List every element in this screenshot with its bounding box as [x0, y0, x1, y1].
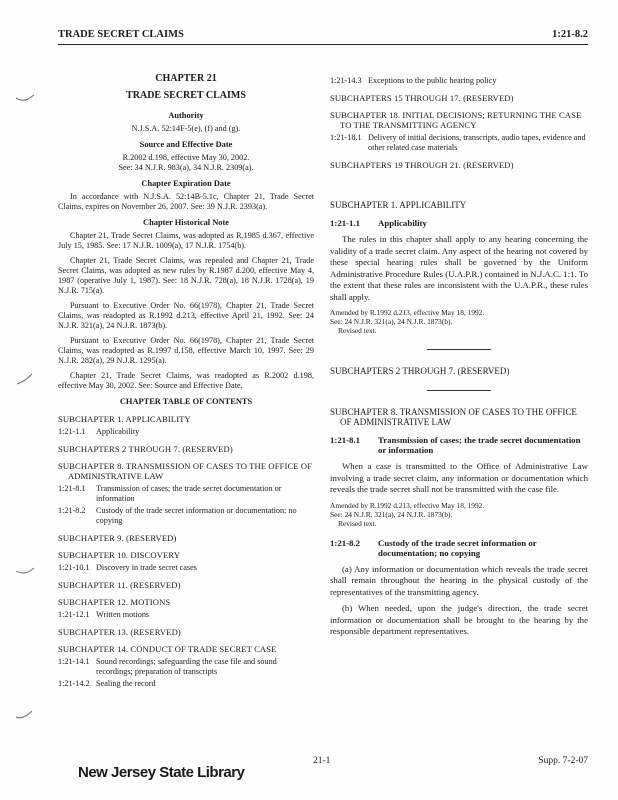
chapter-number: CHAPTER 21	[155, 73, 217, 84]
section-title: Applicability	[378, 218, 427, 228]
toc-entry	[58, 563, 314, 573]
margin-mark-icon	[14, 706, 36, 724]
section-body: When a case is transmitted to the Office of Administrative Law involving a trade secret claim, any information or documentation which reveals the trade secret shall not be transmitted with the case file.	[330, 461, 588, 494]
section-number: 1:21-8.1	[330, 435, 361, 445]
authority-text: N.J.S.A. 52:14F-5(e), (f) and (g).	[131, 124, 241, 133]
chapter-title: TRADE SECRET CLAIMS	[126, 90, 246, 101]
toc-entry-title: Delivery of initial decisions, transcripts, audio tapes, evidence and other related case materials	[368, 133, 586, 152]
amendment-line: Amended by R.1992 d.213, effective May 18, 1992.	[330, 500, 485, 510]
subchapter-heading: SUBCHAPTER 8. TRANSMISSION OF CASES TO THE OFFICE OF ADMINISTRATIVE LAW	[330, 407, 577, 427]
margin-mark-icon	[14, 370, 36, 388]
section-heading	[330, 435, 588, 455]
section-title: Custody of the trade secret information or documentation; no copying	[378, 537, 537, 558]
toc-entry-number: 1:21-8.2	[58, 506, 86, 515]
subchapter-heading: SUBCHAPTERS 2 THROUGH 7. (RESERVED)	[330, 366, 510, 376]
margin-mark-icon	[14, 90, 36, 108]
amendment-line: See: 24 N.J.R. 321(a), 24 N.J.R. 1873(b).	[330, 317, 453, 326]
toc-entry	[58, 484, 314, 504]
margin-mark-icon	[14, 562, 36, 580]
toc-entry	[58, 610, 314, 620]
page-number: 21-1	[313, 756, 331, 766]
toc-entry-number: 1:21-14.3	[330, 76, 362, 85]
section-paragraph: (b) When needed, upon the judge's direction, the trade secret information or documentation shall be brought to the hearing by the responsible department representatives.	[330, 603, 588, 636]
amendment-line: Revised text.	[338, 518, 377, 528]
amendment-line: Revised text.	[338, 326, 377, 335]
amendment-line: See: 24 N.J.R. 321(a), 24 N.J.R. 1873(b).	[330, 509, 453, 519]
toc-heading: CHAPTER TABLE OF CONTENTS	[119, 397, 253, 406]
section-heading	[330, 218, 588, 228]
toc-entry-title: Written motions	[96, 610, 150, 619]
history-note: Pursuant to Executive Order No. 66(1978), Chapter 21, Trade Secret Claims, was readopted as R.1997 d.158, effective March 10, 1997. See: 29 N.J.R. 282(a), 29 N.J.R. 1295(a).	[58, 336, 314, 365]
toc-subchapter: SUBCHAPTERS 19 THROUGH 21. (RESERVED)	[330, 160, 514, 170]
history-note: Chapter 21, Trade Secret Claims, was readopted as R.2002 d.198, effective May 30, 2002. See: Source and Effective Date.	[58, 371, 314, 390]
toc-subchapter: SUBCHAPTER 14. CONDUCT OF TRADE SECRET CASE	[58, 644, 277, 654]
supplement-date: Supp. 7-2-07	[538, 756, 588, 766]
header-title: TRADE SECRET CLAIMS	[58, 29, 184, 40]
section-number: 1:21-1.1	[330, 218, 361, 228]
header-rule	[58, 44, 588, 45]
toc-entry-number: 1:21-12.1	[58, 610, 90, 619]
expiration-heading: Chapter Expiration Date	[141, 179, 231, 188]
toc-subchapter: SUBCHAPTER 1. APPLICABILITY	[58, 414, 191, 424]
section-paragraph: (a) Any information or documentation which reveals the trade secret shall remain throughout the hearing in the physical custody of the representatives of the transmitting agency.	[330, 563, 588, 597]
toc-entry	[330, 76, 588, 86]
toc-entry-title: Transmission of cases; the trade secret documentation or information	[96, 484, 282, 503]
left-column	[58, 74, 314, 691]
running-header	[58, 27, 588, 43]
right-column	[330, 74, 588, 643]
toc-entry-title: Sealing the record	[96, 679, 156, 688]
toc-subchapter: SUBCHAPTER 18. INITIAL DECISIONS; RETURNING THE CASE TO THE TRANSMITTING AGENCY	[330, 110, 582, 130]
toc-subchapter: SUBCHAPTER 12. MOTIONS	[58, 597, 171, 607]
source-heading: Source and Effective Date	[139, 140, 233, 149]
toc-entry-number: 1:21-14.2	[58, 679, 90, 688]
toc-entry-title: Sound recordings; safeguarding the case file and sound recordings; preparation of transcripts	[96, 657, 277, 676]
toc-subchapter: SUBCHAPTER 9. (RESERVED)	[58, 533, 177, 543]
toc-entry-number: 1:21-8.1	[58, 484, 86, 493]
history-note: Chapter 21, Trade Secret Claims, was repealed and Chapter 21, Trade Secret Claims, was adopted as new rules by R.1987 d.200, effective May 4, 1987 (operative July 1, 1987). See: 18 N.J.R. 728(a), 18 N.J.R. 1728(a), 19 N.J.R. 715(a).	[58, 256, 314, 295]
section-number: 1:21-8.2	[330, 537, 361, 548]
toc-entry-number: 1:21-10.1	[58, 563, 90, 572]
toc-subchapter: SUBCHAPTER 8. TRANSMISSION OF CASES TO THE OFFICE OF ADMINISTRATIVE LAW	[58, 461, 313, 481]
amendment-note	[330, 308, 588, 335]
toc-subchapter: SUBCHAPTERS 15 THROUGH 17. (RESERVED)	[330, 93, 514, 103]
amendment-note	[330, 501, 588, 528]
toc-entry-title: Discovery in trade secret cases	[96, 563, 197, 572]
toc-entry-title: Custody of the trade secret information or documentation; no copying	[96, 506, 297, 525]
toc-entry-number: 1:21-18.1	[330, 133, 362, 142]
source-line-2: See: 34 N.J.R. 983(a), 34 N.J.R. 2309(a).	[118, 163, 254, 172]
section-body: The rules in this chapter shall apply to any hearing concerning the validity of a trade secret claim. Any aspect of the hearing not covered by these special hearing rules shall be governed by the Uniform Administrative Procedure Rules (U.A.P.R.) contained in N.J.A.C. 1:1. To the extent that these rules are inconsistent with the U.A.P.R., these rules shall apply.	[330, 234, 588, 302]
header-section: 1:21-8.2	[552, 29, 588, 40]
toc-subchapter: SUBCHAPTER 11. (RESERVED)	[58, 580, 181, 590]
section-title: Transmission of cases; the trade secret documentation or information	[378, 435, 581, 455]
toc-entry-title: Exceptions to the public hearing policy	[368, 76, 497, 85]
toc-entry	[330, 133, 588, 153]
toc-entry	[58, 679, 314, 689]
toc-subchapter: SUBCHAPTER 10. DISCOVERY	[58, 550, 181, 560]
history-note: Chapter 21, Trade Secret Claims, was adopted as R.1985 d.367, effective July 15, 1985. See: 17 N.J.R. 1009(a), 17 N.J.R. 1754(b).	[58, 231, 314, 250]
expiration-text: In accordance with N.J.S.A. 52:14B-5.1c, Chapter 21, Trade Secret Claims, expires on November 26, 2007. See: 39 N.J.R. 2393(a).	[58, 192, 314, 211]
section-heading	[330, 538, 588, 558]
subchapter-heading: SUBCHAPTER 1. APPLICABILITY	[330, 200, 467, 210]
history-heading: Chapter Historical Note	[143, 218, 229, 227]
library-stamp: New Jersey State Library	[78, 764, 245, 781]
page-footer	[58, 752, 588, 782]
section-divider	[427, 349, 491, 350]
toc-entry	[58, 506, 314, 526]
toc-entry	[58, 657, 314, 677]
toc-entry	[58, 427, 314, 437]
source-line-1: R.2002 d.198, effective May 30, 2002.	[122, 153, 250, 162]
amendment-line: Amended by R.1992 d.213, effective May 18, 1992.	[330, 308, 485, 317]
toc-entry-title: Applicability	[96, 427, 140, 436]
authority-heading: Authority	[168, 111, 204, 120]
toc-subchapter: SUBCHAPTER 13. (RESERVED)	[58, 627, 181, 637]
toc-entry-number: 1:21-1.1	[58, 427, 86, 436]
section-divider	[427, 390, 491, 391]
toc-entry-number: 1:21-14.1	[58, 657, 90, 666]
history-note: Pursuant to Executive Order No. 66(1978), Chapter 21, Trade Secret Claims, was readopted as R.1992 d.213, effective April 21, 1992. See: 24 N.J.R. 321(a), 24 N.J.R. 1873(b).	[58, 301, 314, 330]
toc-subchapter: SUBCHAPTERS 2 THROUGH 7. (RESERVED)	[58, 444, 233, 454]
